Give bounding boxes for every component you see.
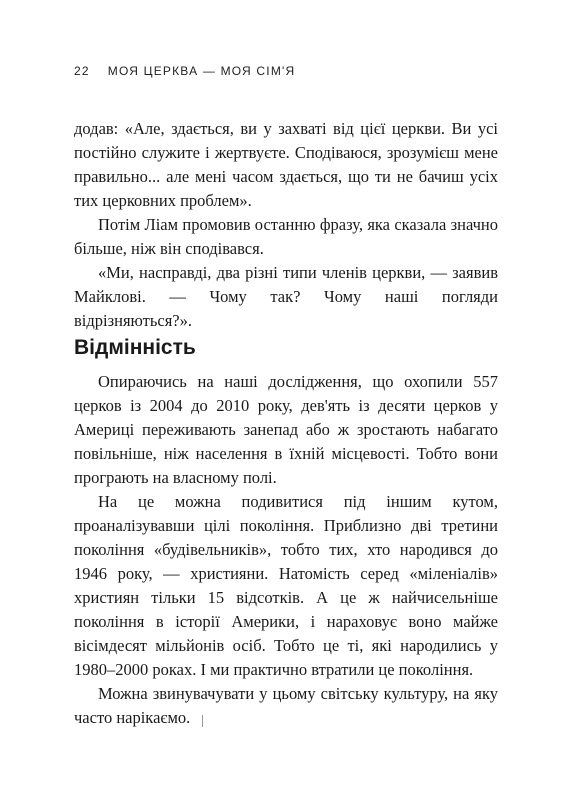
paragraph: Потім Ліам промовив останню фразу, яка сказала значно більше, ніж він сподівався. <box>74 215 498 258</box>
text-block-top <box>74 117 498 333</box>
paragraph: «Ми, насправді, два різні типи членів церкви, — заявив Майклові. — Чому так? Чому наші погляди відрізняються?». <box>74 263 498 330</box>
running-title: МОЯ ЦЕРКВА — МОЯ СІМ'Я <box>107 64 296 78</box>
page-number: 22 <box>74 64 90 78</box>
paragraph: додав: «Але, здається, ви у захваті від цієї церкви. Ви усі постійно служите і жертвуєте. Сподіваюся, зрозумієш мене правильно... але мені часом здається, що ти не бачиш усіх тих церковних проблем». <box>74 119 498 210</box>
paragraph: Можна звинувачувати у цьому світську культуру, на яку часто нарікаємо. <box>74 684 498 727</box>
section-heading: Відмінність <box>74 336 196 359</box>
paragraph: Опираючись на наші дослідження, що охопили 557 церков із 2004 до 2010 року, дев'ять із десяти церков у Америці переживають занепад або ж зростають набагато повільніше, ніж населення в їхній місцевості. Тобто вони програють на власному полі. <box>74 372 498 487</box>
scan-mark <box>202 715 203 727</box>
paragraph: На це можна подивитися під іншим кутом, проаналізувавши цілі покоління. Приблизно дві третини покоління «будівельників», тобто тих, хто народився до 1946 року, — християни. Натомість серед «міленіалів» християн тільки 15 відсотків. А це ж найчисельніше покоління в історії Америки, і нараховує воно майже вісімдесят мільйонів осіб. Тобто це ті, які народились у 1980–2000 роках. І ми практично втратили це покоління. <box>74 492 498 679</box>
running-header <box>74 64 295 78</box>
text-block-bottom <box>74 370 498 730</box>
